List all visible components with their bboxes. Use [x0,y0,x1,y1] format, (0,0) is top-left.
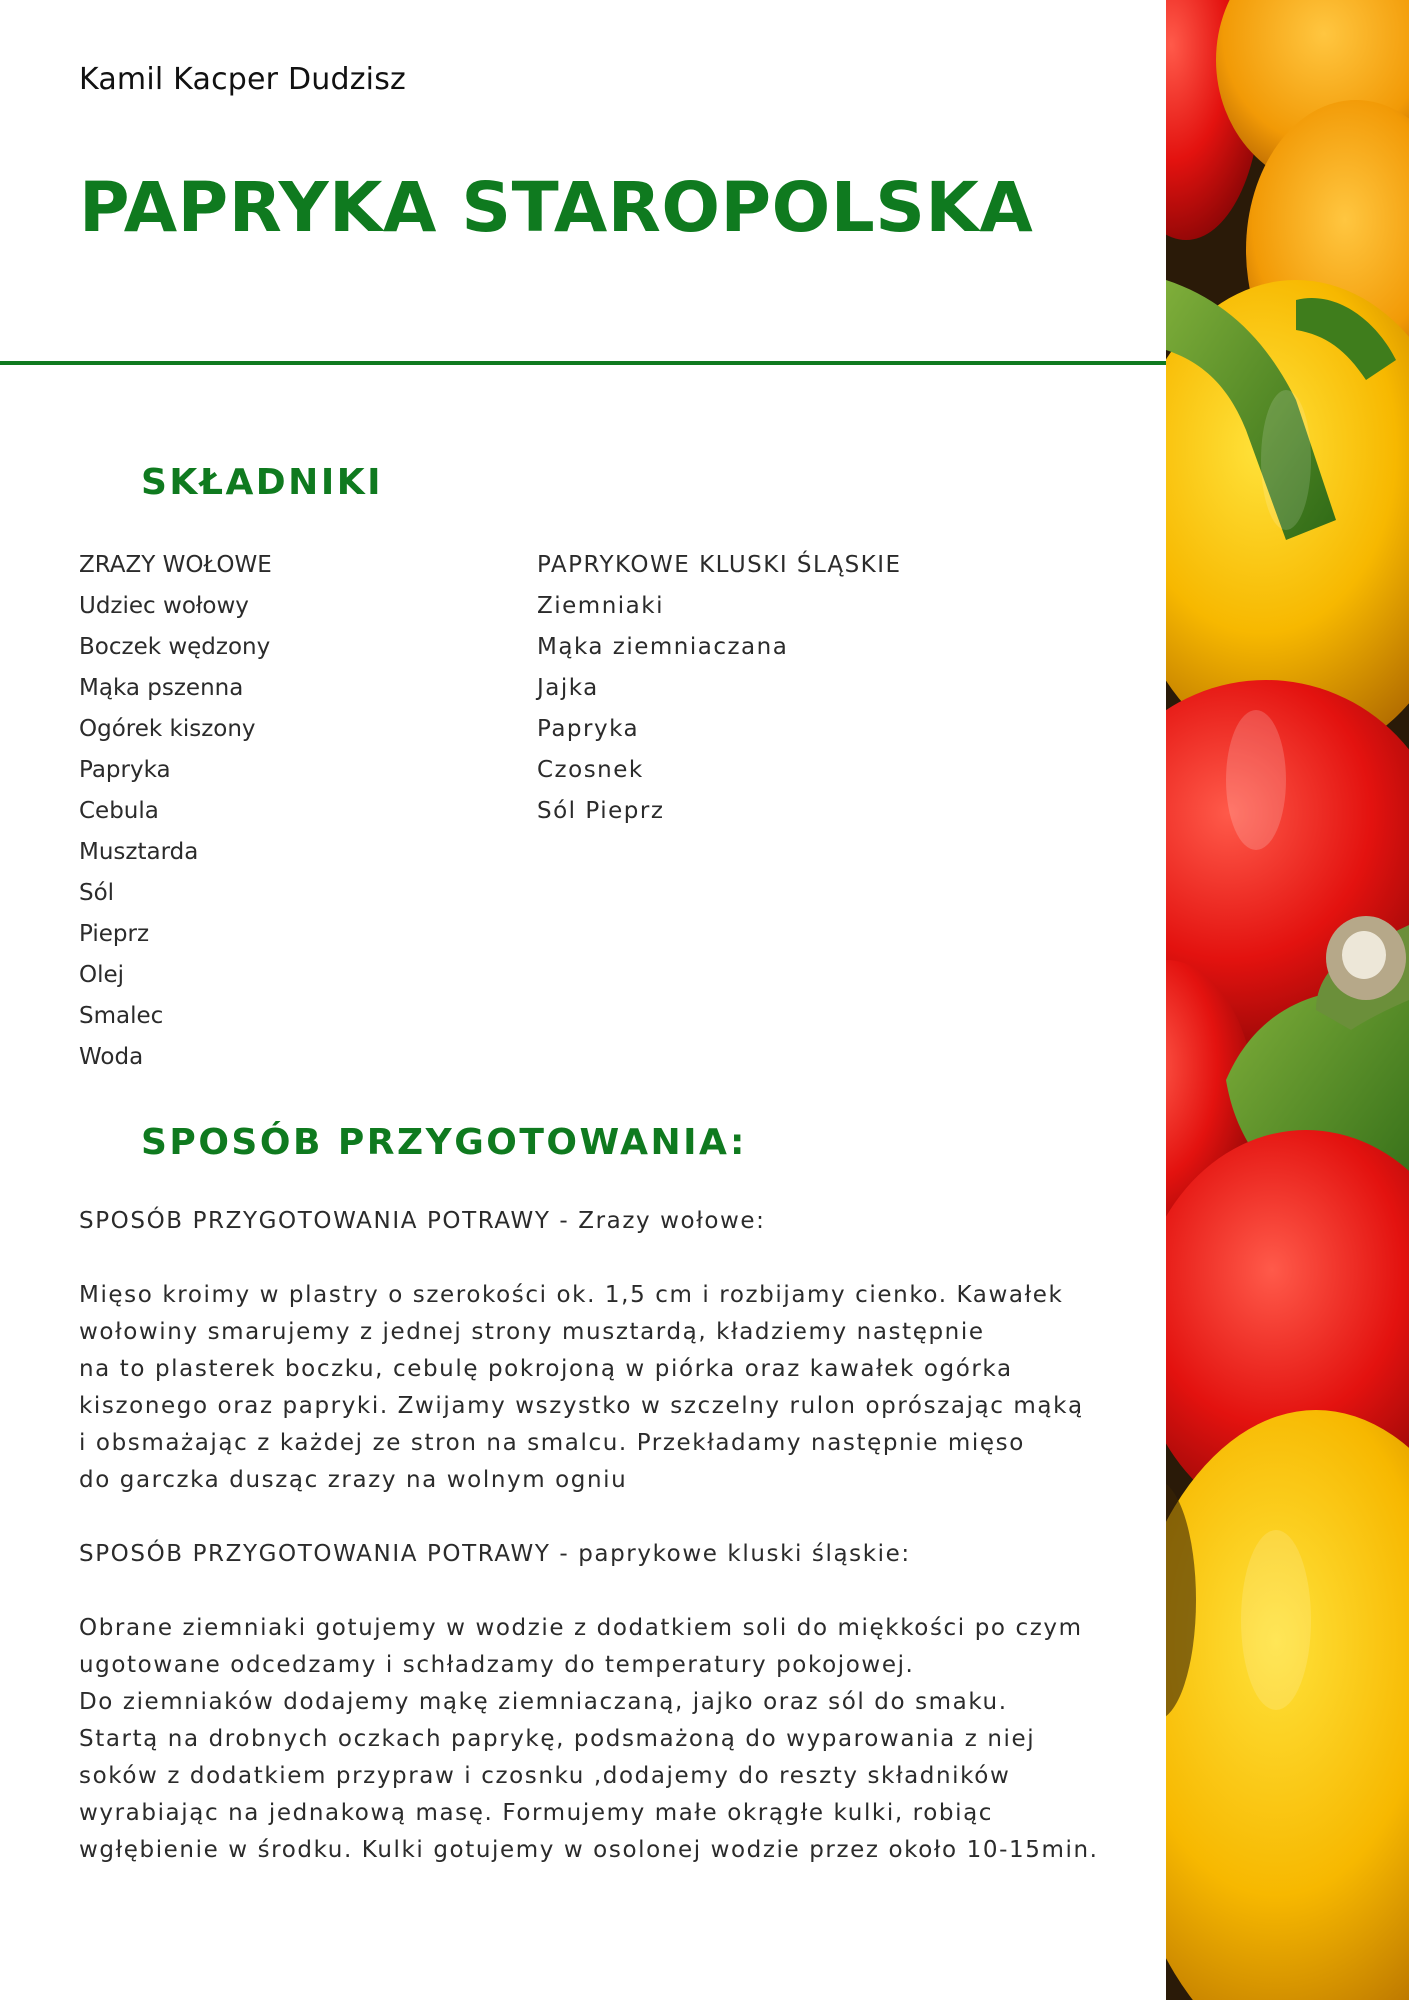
paragraph-gap [79,1573,1139,1610]
ingredients-kluski-header: PAPRYKOWE KLUSKI ŚLĄSKIE [537,552,902,578]
ingredient-item: Pieprz [79,921,150,947]
ingredients-kluski-list [537,545,1137,832]
recipe-title: PAPRYKA STAROPOLSKA [79,168,1034,248]
ingredient-item: Ziemniaki [537,593,664,619]
title-divider [0,361,1166,365]
ingredient-item: Jajka [537,675,599,701]
ingredient-item: Ogórek kiszony [79,716,256,742]
method-kluski-line: ugotowane odcedzamy i schładzamy do temperatury pokojowej. [79,1652,915,1678]
ingredient-item: Czosnek [537,757,644,783]
ingredients-zrazy-list [79,545,499,1078]
ingredients-heading: SKŁADNIKI [141,462,383,503]
paragraph-gap [79,1240,1139,1277]
method-kluski-line: wgłębienie w środku. Kulki gotujemy w osolonej wodzie przez około 10-15min. [79,1837,1099,1863]
author-name: Kamil Kacper Dudzisz [79,62,406,97]
ingredient-item: Musztarda [79,839,199,865]
method-kluski-line: Obrane ziemniaki gotujemy w wodzie z dodatkiem soli do miękkości po czym [79,1615,1083,1641]
ingredient-item: Olej [79,962,125,988]
ingredient-item: Smalec [79,1003,164,1029]
method-kluski-line: soków z dodatkiem przypraw i czosnku ,dodajemy do reszty składników [79,1763,1011,1789]
method-zrazy-line: do garczka dusząc zrazy na wolnym ogniu [79,1467,628,1493]
ingredient-item: Woda [79,1044,144,1070]
method-zrazy-line: i obsmażając z każdej ze stron na smalcu. Przekładamy następnie mięso [79,1430,1025,1456]
ingredient-item: Udziec wołowy [79,593,249,619]
method-kluski-line: wyrabiając na jednakową masę. Formujemy małe okrągłe kulki, robiąc [79,1800,994,1826]
peppers-photo [1166,0,1409,2000]
method-zrazy-line: kiszonego oraz papryki. Zwijamy wszystko w szczelny rulon oprószając mąką [79,1393,1084,1419]
method-kluski-line: Do ziemniaków dodajemy mąkę ziemniaczaną, jajko oraz sól do smaku. [79,1689,1008,1715]
ingredient-item: Boczek wędzony [79,634,271,660]
ingredient-item: Mąka ziemniaczana [537,634,789,660]
method-zrazy-line: na to plasterek boczku, cebulę pokrojoną w piórka oraz kawałek ogórka [79,1356,1013,1382]
ingredient-item: Sól [79,880,115,906]
ingredient-item: Cebula [79,798,159,824]
ingredients-zrazy-header: ZRAZY WOŁOWE [79,552,272,578]
ingredient-item: Papryka [537,716,640,742]
method-zrazy-line: Mięso kroimy w plastry o szerokości ok. 1,5 cm i rozbijamy cienko. Kawałek [79,1282,1064,1308]
method-kluski-title: SPOSÓB PRZYGOTOWANIA POTRAWY - paprykowe kluski śląskie: [79,1541,911,1567]
ingredient-item: Mąka pszenna [79,675,244,701]
ingredient-item: Papryka [79,757,171,783]
method-text [79,1203,1139,1869]
method-kluski-line: Startą na drobnych oczkach paprykę, podsmażoną do wyparowania z niej [79,1726,1036,1752]
method-zrazy-line: wołowiny smarujemy z jednej strony musztardą, kładziemy następnie [79,1319,985,1345]
paragraph-gap [79,1499,1139,1536]
method-zrazy-title: SPOSÓB PRZYGOTOWANIA POTRAWY - Zrazy wołowe: [79,1208,766,1234]
method-heading: SPOSÓB PRZYGOTOWANIA: [141,1122,747,1163]
ingredient-item: Sól Pieprz [537,798,665,824]
peppers-illustration [1166,0,1409,2000]
